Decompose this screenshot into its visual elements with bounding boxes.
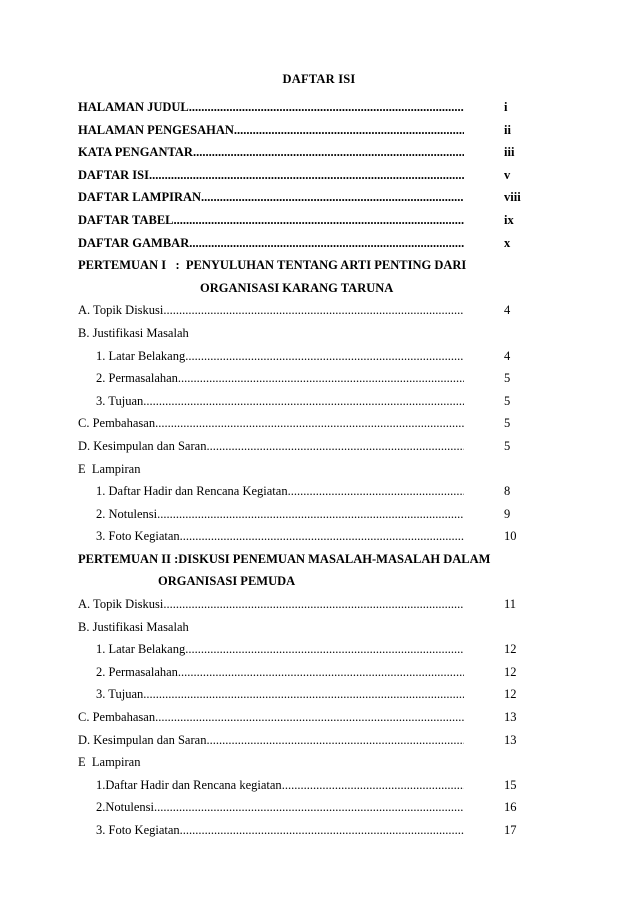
toc-entry-m1-daftar-hadir [78,480,558,503]
toc-page-number: 12 [504,687,517,702]
meeting1-heading-line2: ORGANISASI KARANG TARUNA [200,280,394,295]
toc-entry-label: A. Topik Diskusi ..... [78,299,464,322]
toc-entry-label: KATA PENGANTAR ..... [78,141,464,164]
toc-section-m2-justifikasi: B. Justifikasi Masalah [78,619,189,634]
toc-entry-label: HALAMAN PENGESAHAN ..... [78,119,464,142]
toc-entry-label: DAFTAR LAMPIRAN ..... [78,186,464,209]
toc-entry-label: 3. Tujuan ..... [96,683,464,706]
toc-entry-label: D. Kesimpulan dan Saran ..... [78,729,464,752]
toc-page-number: 12 [504,664,517,679]
toc-entry-label: DAFTAR TABEL ..... [78,209,464,232]
toc-page-number: 5 [504,438,511,453]
toc-entry-label: 3. Foto Kegiatan ..... [96,525,464,548]
toc-entry-label: DAFTAR ISI ..... [78,164,464,187]
toc-page-number: 4 [504,348,511,363]
toc-section-m1-lampiran: E Lampiran [78,461,141,476]
toc-section-m2-lampiran: E Lampiran [78,755,141,770]
toc-page-number: 9 [504,506,511,521]
toc-entry-label: C. Pembahasan ..... [78,412,464,435]
meeting2-heading-line1: PERTEMUAN II :DISKUSI PENEMUAN MASALAH-MASALAH DALAM [78,551,491,566]
toc-entry-m2-daftar-hadir [78,774,558,797]
toc-page-number: viii [504,190,521,205]
toc-entry-label: D. Kesimpulan dan Saran ..... [78,435,464,458]
toc-entry-m1-pembahasan [78,412,558,435]
toc-entry-daftar-lampiran [78,186,558,209]
toc-entry-m2-kesimpulan [78,729,558,752]
toc-entry-label: 2. Permasalahan ..... [96,367,464,390]
toc-entry-label: C. Pembahasan ..... [78,706,464,729]
toc-entry-label: 1. Latar Belakang ..... [96,638,464,661]
toc-page-number: 12 [504,642,517,657]
toc-entry-daftar-tabel [78,209,558,232]
toc-entry-label: 2.Notulensi ..... [96,796,464,819]
toc-page-number: 5 [504,393,511,408]
toc-entry-label: 2. Permasalahan ..... [96,661,464,684]
table-of-contents [78,96,558,842]
toc-entry-m2-foto [78,819,558,842]
toc-entry-m2-pembahasan [78,706,558,729]
toc-page-number: ii [504,122,511,137]
toc-page-number: ix [504,212,514,227]
toc-page-number: i [504,100,508,114]
toc-page-number: x [504,235,511,250]
toc-entry-m2-notulensi [78,796,558,819]
toc-entry-m2-permasalahan [78,661,558,684]
toc-page-number: iii [504,145,515,160]
toc-entry-m2-latar [78,638,558,661]
meeting2-heading-line2: ORGANISASI PEMUDA [158,574,296,589]
toc-entry-label: 2. Notulensi ..... [96,503,464,526]
toc-entry-m1-tujuan [78,390,558,413]
toc-entry-m1-latar [78,345,558,368]
toc-entry-m1-foto [78,525,558,548]
toc-entry-label: 1. Daftar Hadir dan Rencana Kegiatan ..... [96,480,464,503]
toc-entry-kata-pengantar [78,141,558,164]
toc-page-number: v [504,167,511,182]
toc-entry-m2-topik [78,593,558,616]
toc-section-m1-justifikasi: B. Justifikasi Masalah [78,325,189,340]
page-title: DAFTAR ISI [282,72,356,86]
toc-entry-m1-notulensi [78,503,558,526]
toc-page-number: 13 [504,710,517,725]
meeting1-heading [78,254,558,299]
meeting2-heading [78,548,558,593]
toc-page-number: 10 [504,529,517,544]
toc-page-number: 16 [504,800,517,815]
toc-entry-m1-kesimpulan [78,435,558,458]
toc-entry-halaman-pengesahan [78,119,558,142]
meeting1-heading-line1: PERTEMUAN I : PENYULUHAN TENTANG ARTI PENTING DARI [78,258,467,273]
toc-page-number: 13 [504,732,517,747]
toc-page-number: 4 [504,303,511,318]
toc-entry-label: 1. Latar Belakang ..... [96,345,464,368]
toc-entry-m1-topik [78,299,558,322]
toc-entry-m2-tujuan [78,683,558,706]
toc-entry-daftar-isi [78,164,558,187]
toc-page-number: 5 [504,371,511,386]
toc-page-number: 15 [504,777,517,792]
toc-entry-daftar-gambar [78,232,558,255]
toc-entry-label: 3. Tujuan ..... [96,390,464,413]
toc-entry-label: HALAMAN JUDUL ..... [78,96,464,119]
toc-page-number: 5 [504,416,511,431]
toc-page-number: 11 [504,597,517,612]
toc-entry-label: A. Topik Diskusi ..... [78,593,464,616]
toc-page-number: 17 [504,823,517,837]
toc-entry-label: 1.Daftar Hadir dan Rencana kegiatan ..... [96,774,464,797]
toc-entry-label: 3. Foto Kegiatan ..... [96,819,464,842]
toc-page-number: 8 [504,484,511,499]
toc-entry-m1-permasalahan [78,367,558,390]
toc-entry-halaman-judul [78,96,558,119]
toc-entry-label: DAFTAR GAMBAR ..... [78,232,464,255]
